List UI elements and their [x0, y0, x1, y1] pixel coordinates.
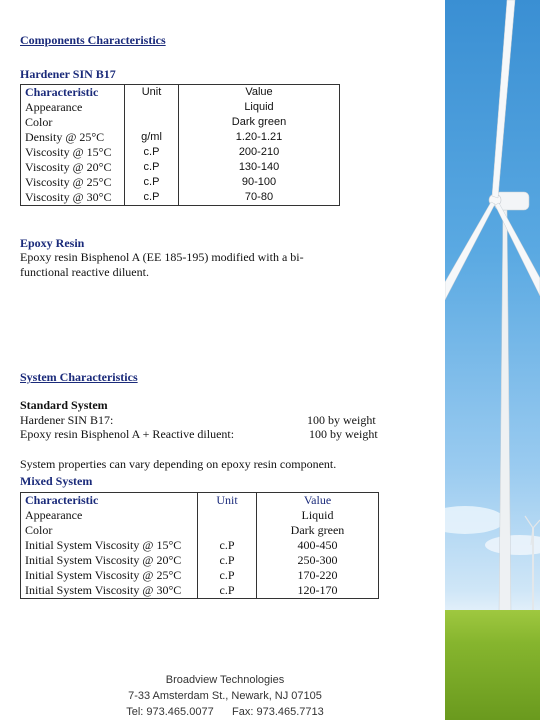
header-characteristic: Characteristic: [21, 85, 125, 101]
table-row: [21, 130, 340, 145]
table-row: [21, 160, 340, 175]
table-row: [21, 100, 340, 115]
grass-field: [445, 610, 540, 720]
footer-address: 7-33 Amsterdam St., Newark, NJ 07105: [128, 690, 322, 702]
table-row: [21, 175, 340, 190]
cell-value: 70-80: [179, 190, 340, 206]
standard-title: Standard System: [20, 398, 108, 412]
header-characteristic: Characteristic: [21, 493, 198, 509]
cell-characteristic: Initial System Viscosity @ 30°C: [21, 583, 198, 599]
cell-characteristic: Viscosity @ 25°C: [21, 175, 125, 190]
header-value: Value: [179, 85, 340, 101]
footer: [115, 672, 335, 720]
standard-row2-label: Epoxy resin Bisphenol A + Reactive diluent:: [20, 427, 235, 441]
epoxy-line-1: Epoxy resin Bisphenol A (EE 185-195) modified with a bi-: [20, 250, 304, 264]
mixed-table: [20, 492, 379, 599]
cell-unit: c.P: [198, 538, 257, 553]
cell-value: 400-450: [257, 538, 379, 553]
hardener-table: [20, 84, 340, 206]
cell-unit: c.P: [125, 160, 179, 175]
epoxy-description: [20, 250, 320, 280]
cell-unit: [125, 115, 179, 130]
table-row: [21, 538, 379, 553]
standard-row1-value: 100 by weight: [307, 413, 376, 427]
table-row: [21, 145, 340, 160]
standard-row2-value: 100 by weight: [309, 427, 378, 441]
cell-value: 1.20-1.21: [179, 130, 340, 145]
cell-unit: [125, 100, 179, 115]
table-row: [21, 553, 379, 568]
mixed-title: Mixed System: [20, 474, 93, 488]
components-heading: Components Characteristics: [20, 33, 166, 47]
system-heading: System Characteristics: [20, 370, 138, 384]
table-row: [21, 568, 379, 583]
header-value: Value: [257, 493, 379, 509]
cell-value: 250-300: [257, 553, 379, 568]
cell-characteristic: Color: [21, 115, 125, 130]
table-header-row: [21, 85, 340, 101]
hardener-title: Hardener SIN B17: [20, 67, 116, 81]
cell-unit: [198, 523, 257, 538]
cell-characteristic: Viscosity @ 20°C: [21, 160, 125, 175]
cell-characteristic: Initial System Viscosity @ 20°C: [21, 553, 198, 568]
standard-row1-label: Hardener SIN B17:: [20, 413, 114, 427]
cell-value: Dark green: [257, 523, 379, 538]
cell-characteristic: Initial System Viscosity @ 25°C: [21, 568, 198, 583]
cell-value: 120-170: [257, 583, 379, 599]
cell-unit: c.P: [198, 553, 257, 568]
header-unit: Unit: [198, 493, 257, 509]
table-row: [21, 115, 340, 130]
cell-unit: c.P: [125, 190, 179, 206]
cell-value: 130-140: [179, 160, 340, 175]
cell-characteristic: Viscosity @ 15°C: [21, 145, 125, 160]
table-row: [21, 190, 340, 206]
table-row: [21, 583, 379, 599]
cell-unit: c.P: [125, 145, 179, 160]
cell-value: 170-220: [257, 568, 379, 583]
cell-characteristic: Initial System Viscosity @ 15°C: [21, 538, 198, 553]
cell-value: Liquid: [179, 100, 340, 115]
epoxy-line-2: functional reactive diluent.: [20, 265, 149, 279]
cell-unit: c.P: [198, 568, 257, 583]
cell-value: 90-100: [179, 175, 340, 190]
footer-contact: Tel: 973.465.0077 Fax: 973.465.7713: [126, 706, 324, 718]
cell-characteristic: Color: [21, 523, 198, 538]
cell-value: Dark green: [179, 115, 340, 130]
system-note: System properties can vary depending on epoxy resin component.: [20, 457, 337, 471]
table-row: [21, 523, 379, 538]
header-unit: Unit: [125, 85, 179, 101]
cell-unit: c.P: [198, 583, 257, 599]
wind-turbine-photo: [445, 0, 540, 720]
table-row: [21, 508, 379, 523]
cell-characteristic: Viscosity @ 30°C: [21, 190, 125, 206]
epoxy-title: Epoxy Resin: [20, 236, 85, 250]
cell-value: Liquid: [257, 508, 379, 523]
cell-unit: g/ml: [125, 130, 179, 145]
cell-unit: c.P: [125, 175, 179, 190]
cell-value: 200-210: [179, 145, 340, 160]
cell-characteristic: Appearance: [21, 508, 198, 523]
cell-characteristic: Appearance: [21, 100, 125, 115]
footer-company: Broadview Technologies: [165, 674, 285, 686]
cell-unit: [198, 508, 257, 523]
table-header-row: [21, 493, 379, 509]
cell-characteristic: Density @ 25°C: [21, 130, 125, 145]
